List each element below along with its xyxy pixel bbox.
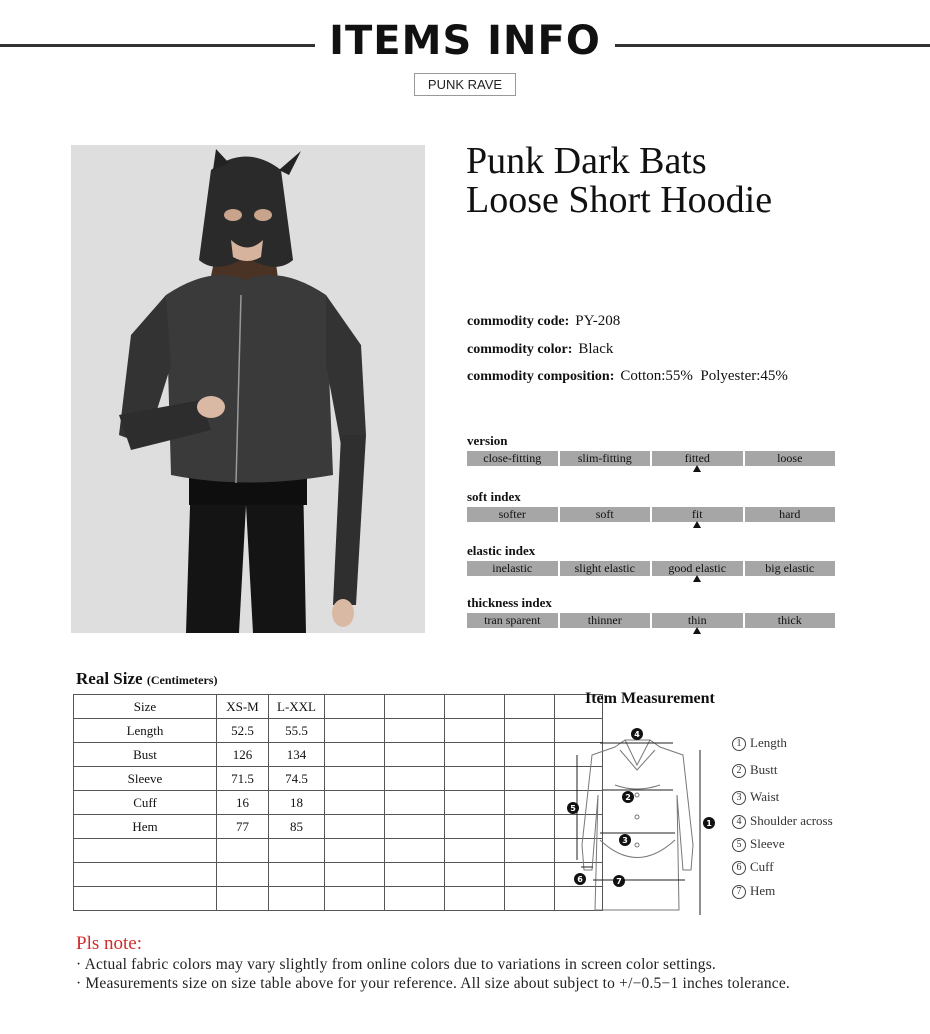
size-table-cell: 18	[269, 791, 325, 815]
index-selected-marker	[693, 521, 701, 528]
size-table-cell	[325, 719, 385, 743]
size-table-unit: (Centimeters)	[146, 673, 218, 687]
index-label: soft index	[467, 489, 521, 504]
commodity-color-label: commodity color:	[467, 342, 573, 357]
index-option: soft	[560, 507, 651, 522]
note-title: Pls note:	[76, 933, 142, 954]
size-table-row	[74, 839, 603, 863]
size-table-cell: Size	[74, 695, 217, 719]
index-option: thinner	[560, 613, 651, 628]
legend-number: 7	[732, 885, 746, 899]
size-table-cell	[385, 767, 445, 791]
index-label: version	[467, 433, 508, 448]
note-line-1: · Actual fabric colors may vary slightly from online colors due to variations in screen color settings.	[76, 956, 717, 973]
legend-item	[732, 789, 779, 805]
index-scale	[467, 613, 835, 628]
size-table-cell	[505, 839, 555, 863]
measure-mark-4: 4	[634, 730, 640, 739]
size-table-cell	[385, 791, 445, 815]
size-table-cell	[445, 863, 505, 887]
legend-item	[732, 859, 774, 875]
index-scale	[467, 561, 835, 576]
size-table-cell	[505, 719, 555, 743]
legend-label: Cuff	[750, 859, 774, 874]
commodity-composition-label: commodity composition:	[467, 369, 615, 384]
size-table-header	[74, 695, 603, 719]
size-table-cell	[445, 839, 505, 863]
commodity-composition-value: Cotton:55% Polyester:45%	[620, 368, 788, 384]
size-table-cell	[505, 863, 555, 887]
size-table-cell	[445, 887, 505, 911]
legend-label: Waist	[750, 789, 780, 804]
index-scale	[467, 507, 835, 522]
size-table-cell	[74, 839, 217, 863]
size-table	[73, 694, 603, 911]
measurement-diagram	[565, 725, 725, 920]
size-table-cell	[385, 695, 445, 719]
legend-number: 5	[732, 838, 746, 852]
legend-label: Sleeve	[750, 836, 785, 851]
index-option: softer	[467, 507, 558, 522]
measure-mark-2: 2	[625, 793, 631, 802]
page-title: ITEMS INFO	[0, 18, 930, 64]
measure-mark-3: 3	[622, 836, 628, 845]
size-table-cell	[325, 815, 385, 839]
legend-number: 2	[732, 764, 746, 778]
index-selected-marker	[693, 575, 701, 582]
legend-label: Length	[750, 735, 787, 750]
size-table-cell	[325, 887, 385, 911]
index-option: slight elastic	[560, 561, 651, 576]
size-table-cell	[217, 863, 269, 887]
size-table-cell: L-XXL	[269, 695, 325, 719]
product-title-line2: Loose Short Hoodie	[466, 179, 773, 221]
size-table-cell	[445, 719, 505, 743]
index-option: loose	[745, 451, 836, 466]
size-table-cell: 71.5	[217, 767, 269, 791]
commodity-code-value: PY-208	[575, 313, 621, 329]
index-label: thickness index	[467, 595, 552, 610]
legend-item	[732, 813, 833, 829]
legend-number: 4	[732, 815, 746, 829]
size-table-cell	[325, 767, 385, 791]
size-table-cell: 126	[217, 743, 269, 767]
size-table-cell	[445, 743, 505, 767]
size-table-cell: Length	[74, 719, 217, 743]
size-table-row	[74, 887, 603, 911]
commodity-composition	[467, 368, 788, 385]
size-table-cell	[325, 863, 385, 887]
size-table-cell	[74, 863, 217, 887]
size-table-cell: 77	[217, 815, 269, 839]
index-option: fitted	[652, 451, 743, 466]
legend-item	[732, 735, 787, 751]
index-option: big elastic	[745, 561, 836, 576]
size-table-cell	[505, 695, 555, 719]
size-table-cell	[269, 863, 325, 887]
legend-number: 3	[732, 791, 746, 805]
size-table-cell	[505, 815, 555, 839]
measure-mark-6: 6	[577, 875, 583, 884]
size-table-cell	[325, 743, 385, 767]
size-table-cell	[445, 767, 505, 791]
note-line-2: · Measurements size on size table above for your reference. All size about subject to +/−0.5−1 inches tolerance.	[76, 975, 791, 992]
legend-label: Bustt	[750, 762, 778, 777]
commodity-color	[467, 341, 613, 358]
legend-label: Hem	[750, 883, 776, 898]
legend-number: 6	[732, 861, 746, 875]
legend-label: Shoulder across	[750, 813, 833, 828]
measure-mark-1: 1	[706, 819, 712, 828]
size-table-cell: 55.5	[269, 719, 325, 743]
size-table-cell: 74.5	[269, 767, 325, 791]
size-table-cell	[217, 839, 269, 863]
size-table-cell	[385, 863, 445, 887]
size-table-cell	[385, 815, 445, 839]
index-option: slim-fitting	[560, 451, 651, 466]
size-table-cell: Sleeve	[74, 767, 217, 791]
index-option: close-fitting	[467, 451, 558, 466]
size-table-cell	[385, 719, 445, 743]
index-scale	[467, 451, 835, 466]
size-table-cell	[445, 791, 505, 815]
size-table-cell	[269, 887, 325, 911]
size-table-row	[74, 719, 603, 743]
size-table-row	[74, 767, 603, 791]
size-table-cell: 134	[269, 743, 325, 767]
size-table-cell	[445, 695, 505, 719]
size-table-cell	[217, 887, 269, 911]
size-table-row	[74, 863, 603, 887]
size-table-cell	[385, 743, 445, 767]
size-table-cell: XS-M	[217, 695, 269, 719]
legend-item	[732, 883, 775, 899]
size-table-cell	[385, 887, 445, 911]
size-table-cell: Cuff	[74, 791, 217, 815]
index-selected-marker	[693, 465, 701, 472]
index-option: thin	[652, 613, 743, 628]
size-table-cell: 16	[217, 791, 269, 815]
legend-item	[732, 836, 785, 852]
product-photo	[71, 145, 425, 633]
measure-mark-5: 5	[570, 804, 576, 813]
legend-item	[732, 762, 777, 778]
commodity-code-label: commodity code:	[467, 314, 570, 329]
measurement-title: Item Measurement	[585, 690, 715, 707]
product-title	[466, 142, 772, 220]
size-table-cell: 85	[269, 815, 325, 839]
size-table-cell	[505, 743, 555, 767]
size-table-cell: Bust	[74, 743, 217, 767]
size-table-cell	[269, 839, 325, 863]
size-table-cell	[74, 887, 217, 911]
index-option: fit	[652, 507, 743, 522]
index-option: hard	[745, 507, 836, 522]
size-table-cell	[505, 887, 555, 911]
size-table-row	[74, 743, 603, 767]
commodity-code	[467, 313, 620, 330]
size-table-title: Real Size (Centimeters)	[76, 669, 218, 688]
brand-badge: PUNK RAVE	[414, 73, 516, 96]
index-option: tran sparent	[467, 613, 558, 628]
legend-number: 1	[732, 737, 746, 751]
size-table-cell	[325, 695, 385, 719]
size-table-row	[74, 815, 603, 839]
index-option: good elastic	[652, 561, 743, 576]
size-table-row	[74, 791, 603, 815]
index-selected-marker	[693, 627, 701, 634]
index-option: inelastic	[467, 561, 558, 576]
size-table-cell: 52.5	[217, 719, 269, 743]
index-option: thick	[745, 613, 836, 628]
size-table-cell: Hem	[74, 815, 217, 839]
size-table-cell	[445, 815, 505, 839]
measure-mark-7: 7	[616, 877, 622, 886]
size-table-cell	[505, 791, 555, 815]
index-label: elastic index	[467, 543, 536, 558]
size-table-cell	[385, 839, 445, 863]
product-title-line1: Punk Dark Bats	[466, 140, 707, 182]
size-table-cell	[325, 791, 385, 815]
size-table-cell	[505, 767, 555, 791]
commodity-color-value: Black	[578, 341, 614, 357]
size-table-cell	[325, 839, 385, 863]
